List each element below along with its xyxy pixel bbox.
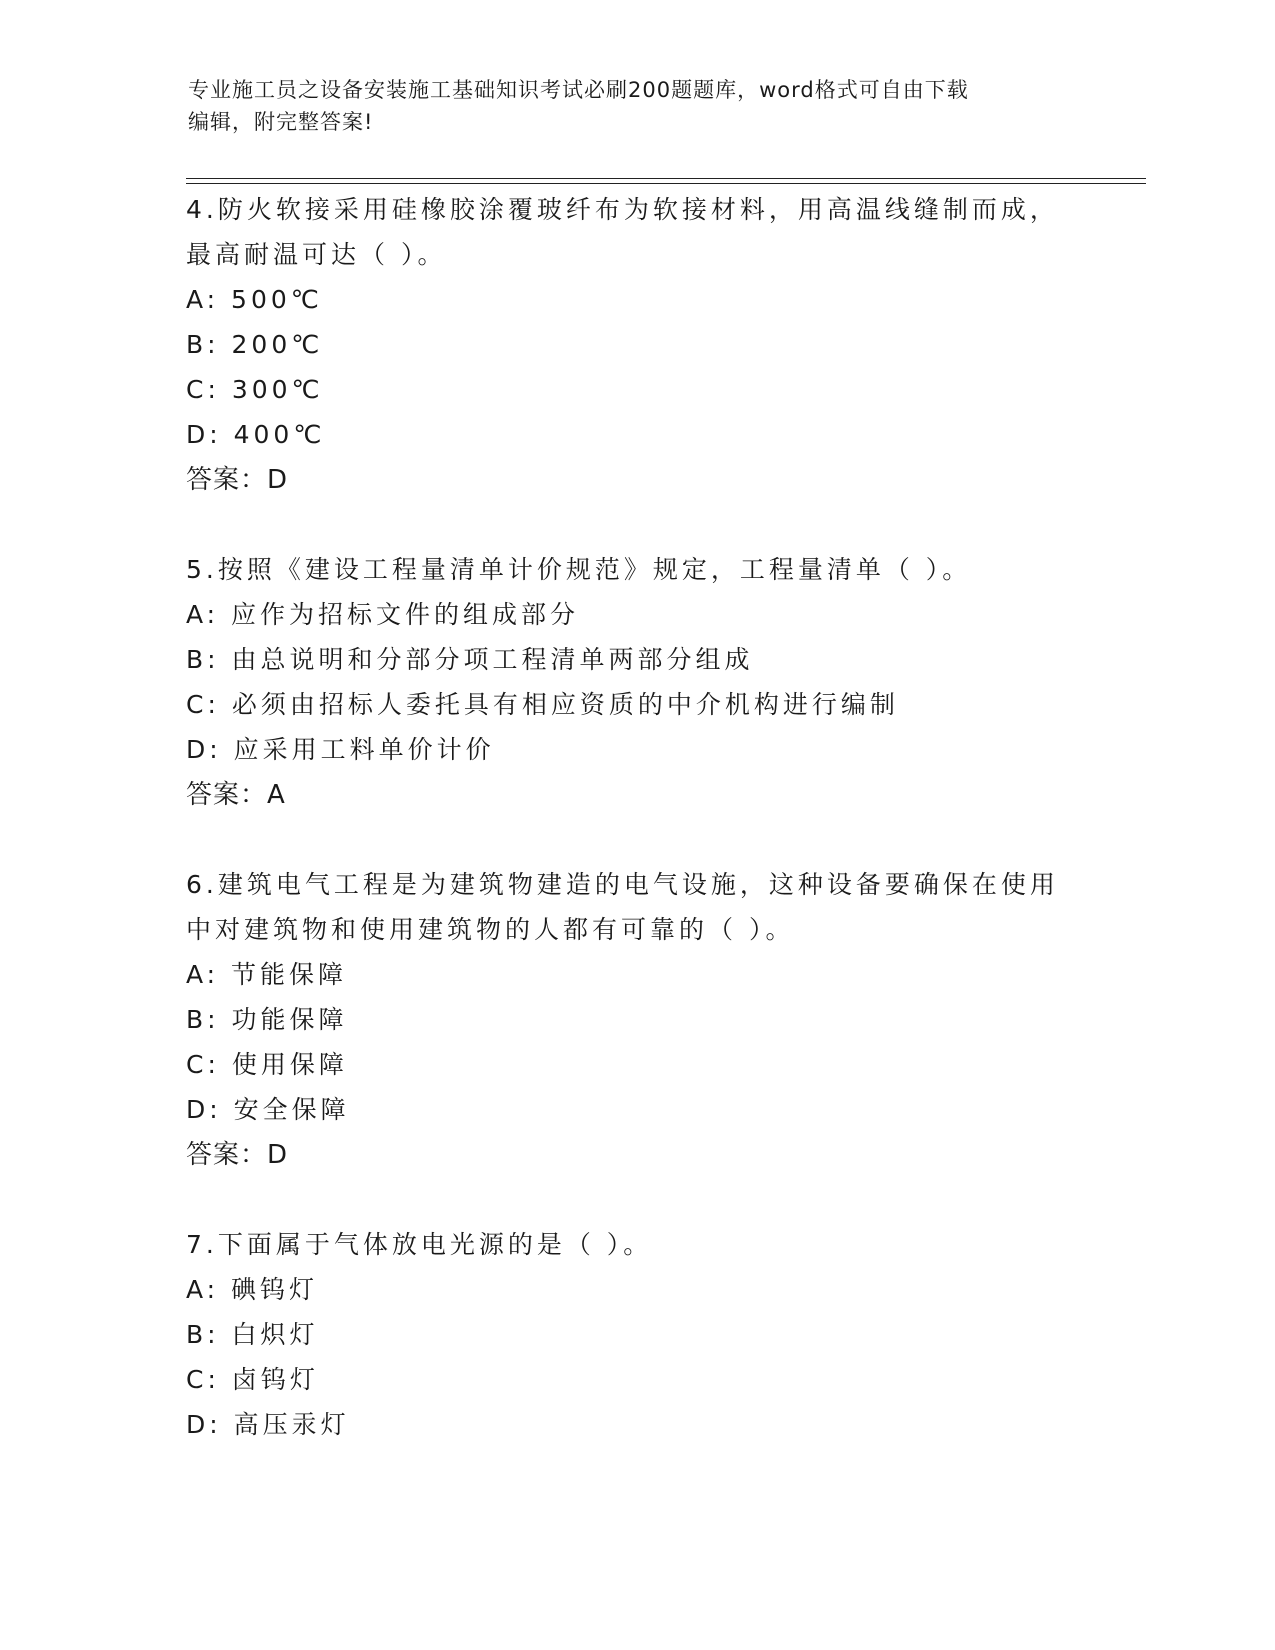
question-7-option-b: B: 白炽灯 <box>186 1320 319 1349</box>
question-6-option-d: D: 安全保障 <box>186 1095 350 1124</box>
question-7-option-c: C: 卤钨灯 <box>186 1365 319 1394</box>
header-line-2: 编辑，附完整答案! <box>188 110 374 134</box>
question-7-option-a: A: 碘钨灯 <box>186 1275 319 1304</box>
question-4-option-a: A: 500℃ <box>186 285 323 314</box>
header-divider-bottom <box>186 183 1146 184</box>
question-5-option-c: C: 必须由招标人委托具有相应资质的中介机构进行编制 <box>186 690 899 719</box>
document-header <box>188 74 1068 138</box>
question-4-answer: 答案：D <box>186 465 289 495</box>
question-6-option-c: C: 使用保障 <box>186 1050 348 1079</box>
question-4-stem-line-1: 4.防火软接采用硅橡胶涂覆玻纤布为软接材料，用高温线缝制而成， <box>186 195 1059 224</box>
question-6-stem-line-1: 6.建筑电气工程是为建筑物建造的电气设施，这种设备要确保在使用 <box>186 870 1059 899</box>
question-6-option-b: B: 功能保障 <box>186 1005 348 1034</box>
header-line-1: 专业施工员之设备安装施工基础知识考试必刷200题题库，word格式可自由下载 <box>188 78 969 102</box>
question-5-option-a: A: 应作为招标文件的组成部分 <box>186 600 580 629</box>
question-5-stem-line-1: 5.按照《建设工程量清单计价规范》规定，工程量清单（ ）。 <box>186 555 972 584</box>
question-6-stem-line-2: 中对建筑物和使用建筑物的人都有可靠的（ ）。 <box>186 915 795 944</box>
question-6-answer: 答案：D <box>186 1140 289 1170</box>
question-7-option-d: D: 高压汞灯 <box>186 1410 350 1439</box>
question-6-option-a: A: 节能保障 <box>186 960 348 989</box>
header-divider-top <box>186 178 1146 179</box>
question-5-option-d: D: 应采用工料单价计价 <box>186 735 495 764</box>
question-4-stem-line-2: 最高耐温可达（ ）。 <box>186 240 447 269</box>
question-5-answer: 答案：A <box>186 780 286 810</box>
question-4-option-b: B: 200℃ <box>186 330 324 359</box>
question-7-stem-line-1: 7.下面属于气体放电光源的是（ ）。 <box>186 1230 653 1259</box>
question-5-option-b: B: 由总说明和分部分项工程清单两部分组成 <box>186 645 754 674</box>
question-4-option-c: C: 300℃ <box>186 375 324 404</box>
question-4-option-d: D: 400℃ <box>186 420 326 449</box>
